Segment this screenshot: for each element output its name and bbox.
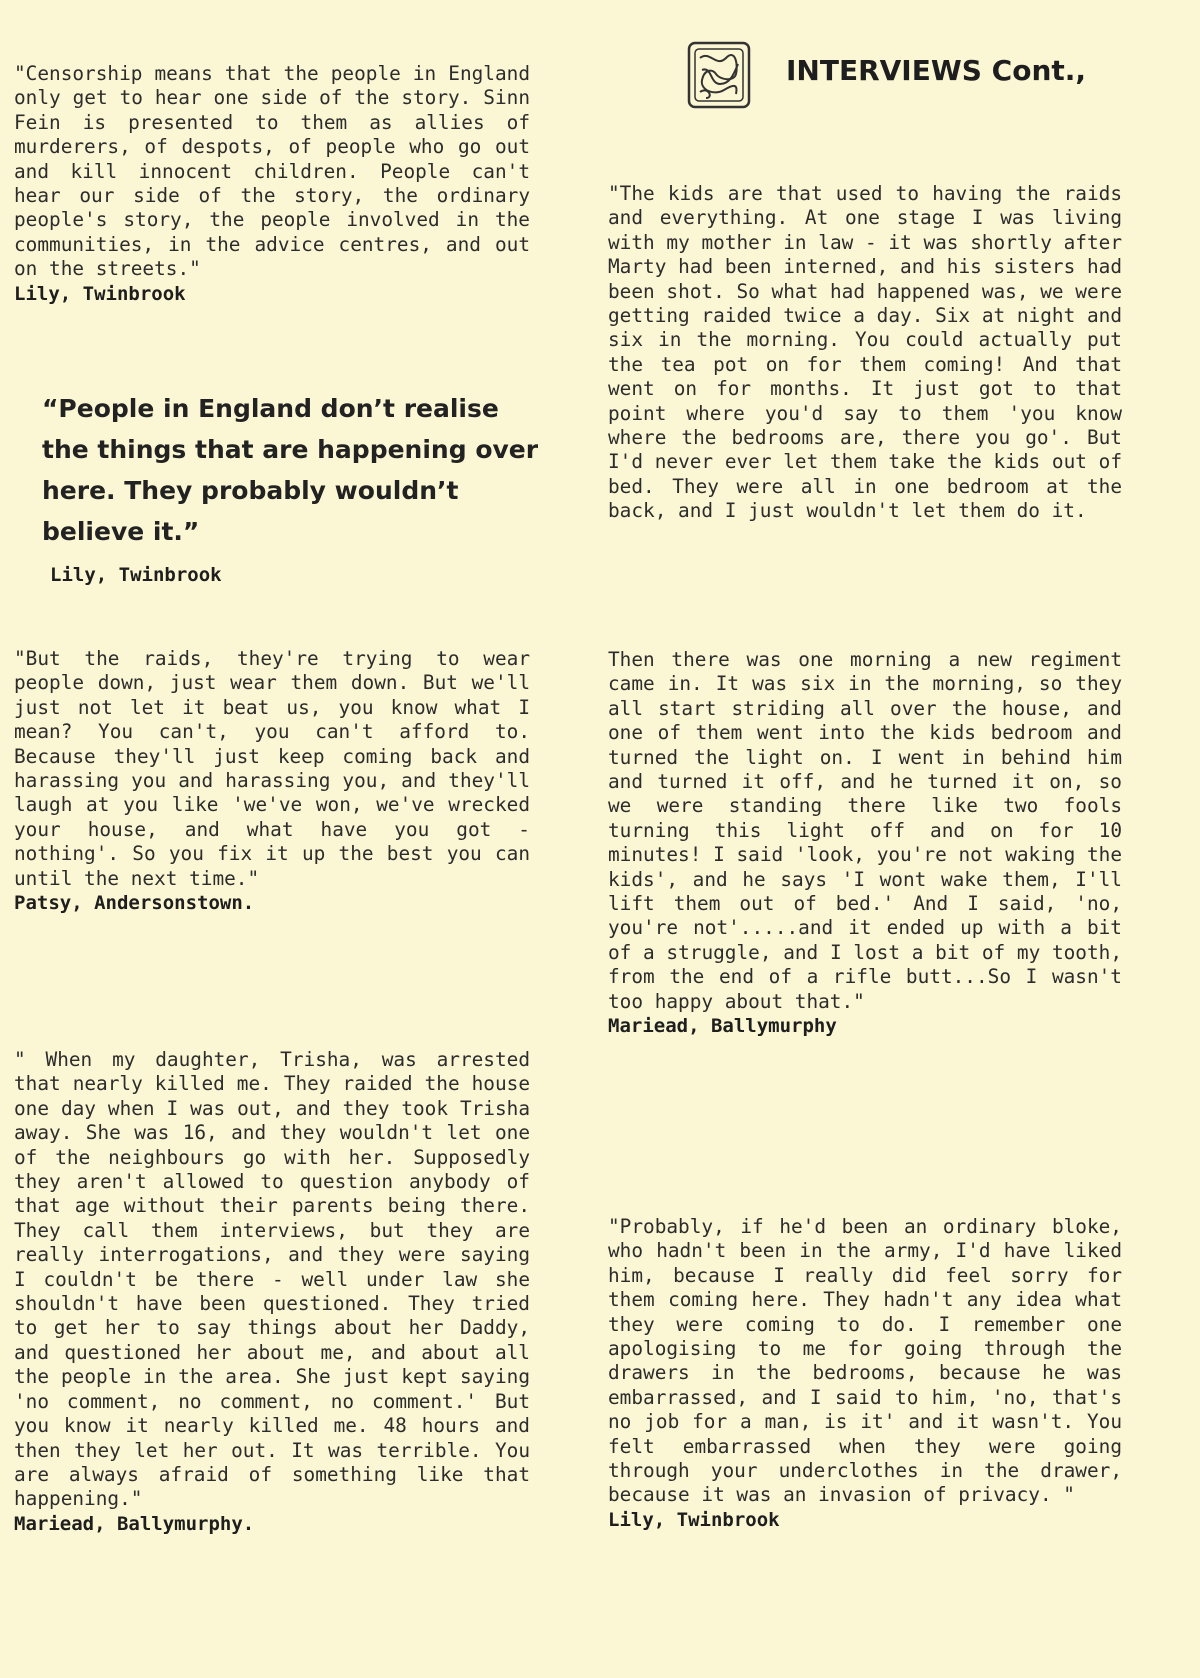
- quote-attribution: Mariead, Ballymurphy: [608, 1015, 837, 1038]
- quote-text: " When my daughter, Trisha, was arrested that nearly killed me. They raided the house one day when I was out, and they took Trisha away. She was 16, and they wouldn't let one of the neighbours go with her. Supposedly they aren't allowed to question anybody of that age without their parents being there. They call them interviews, but they are really interrogations, and they were saying I couldn't be there - well under law she shouldn't have been questioned. They tried to get her to say things about her Daddy, and questioned her about me, and about all the people in the area. She just kept saying 'no comment, no comment, no comment.' But you know it nearly killed me. 48 hours and then they let her out. It was terrible. You are always afraid of something like that happening.": [14, 1048, 530, 1511]
- quote-text: Then there was one morning a new regiment came in. It was six in the morning, so they all start striding all over the house, and one of them went into the kids bedroom and turned the light on. I went in behind him and turned it off, and he turned it on, so we were standing there like two fools turning this light off and on for 10 minutes! I said 'look, you're not waking the kids', and he says 'I wont wake them, I'll lift them out of bed.' And I said, 'no, you're not'.....and it ended up with a bit of a struggle, and I lost a bit of my tooth, from the end of a rifle butt...So I wasn't too happy about that.": [608, 648, 1122, 1013]
- left-quote-3: [14, 1048, 530, 1536]
- left-quote-2: [14, 647, 530, 915]
- right-quote-1: [608, 182, 1122, 524]
- section-title: INTERVIEWS Cont.,: [786, 54, 1087, 87]
- quote-attribution: Mariead, Ballymurphy.: [14, 1512, 255, 1535]
- quote-text: "The kids are that used to having the raids and everything. At one stage I was living with my mother in law - it was shortly after Marty had been interned, and his sisters had been shot. So what had happened was, we were getting raided twice a day. Six at night and six in the morning. You could actually put the tea pot on for them coming! And that went on for months. It just got to that point where you'd say to them 'you know where the bedrooms are, there you go'. But I'd never ever let them take the kids out of bed. They were all in one bedroom at the back, and I just wouldn't let them do it.: [608, 182, 1122, 523]
- quote-attribution: Patsy, Andersonstown.: [14, 892, 255, 915]
- section-header: [686, 40, 1186, 120]
- quote-text: "But the raids, they're trying to wear people down, just wear them down. But we'll just not let it beat us, you know what I mean? You can't, you can't afford to. Because they'll just keep coming back and harassing you and harassing you, and they'll laugh at you like 'we've won, we've wrecked your house, and what have you got - nothing'. So you fix it up the best you can until the next time.": [14, 647, 530, 890]
- pull-quote: “People in England don’t realise the things that are happening over here. They probably wouldn’t believe it.”: [42, 394, 539, 546]
- right-quote-2: [608, 648, 1122, 1038]
- left-quote-1: [14, 62, 530, 306]
- celtic-knot-icon: [686, 40, 752, 110]
- quote-text: "Censorship means that the people in England only get to hear one side of the story. Sinn Fein is presented to them as allies of murderers, of despots, of people who go out and kill innocent children. People can't hear our side of the story, the ordinary people's story, the people involved in the communities, in the advice centres, and out on the streets.": [14, 62, 530, 281]
- right-quote-3: [608, 1215, 1122, 1532]
- pull-quote-attribution: Lily, Twinbrook: [50, 564, 222, 586]
- quote-text: "Probably, if he'd been an ordinary bloke, who hadn't been in the army, I'd have liked him, because I really did feel sorry for them coming here. They hadn't any idea what they were coming to do. I remember one apologising to me for going through the drawers in the bedrooms, because he was embarrassed, and I said to him, 'no, that's no job for a man, is it' and it wasn't. You felt embarrassed when they were going through your underclothes in the drawer, because it was an invasion of privacy. ": [608, 1215, 1122, 1507]
- quote-attribution: Lily, Twinbrook: [14, 282, 186, 305]
- quote-attribution: Lily, Twinbrook: [608, 1508, 780, 1531]
